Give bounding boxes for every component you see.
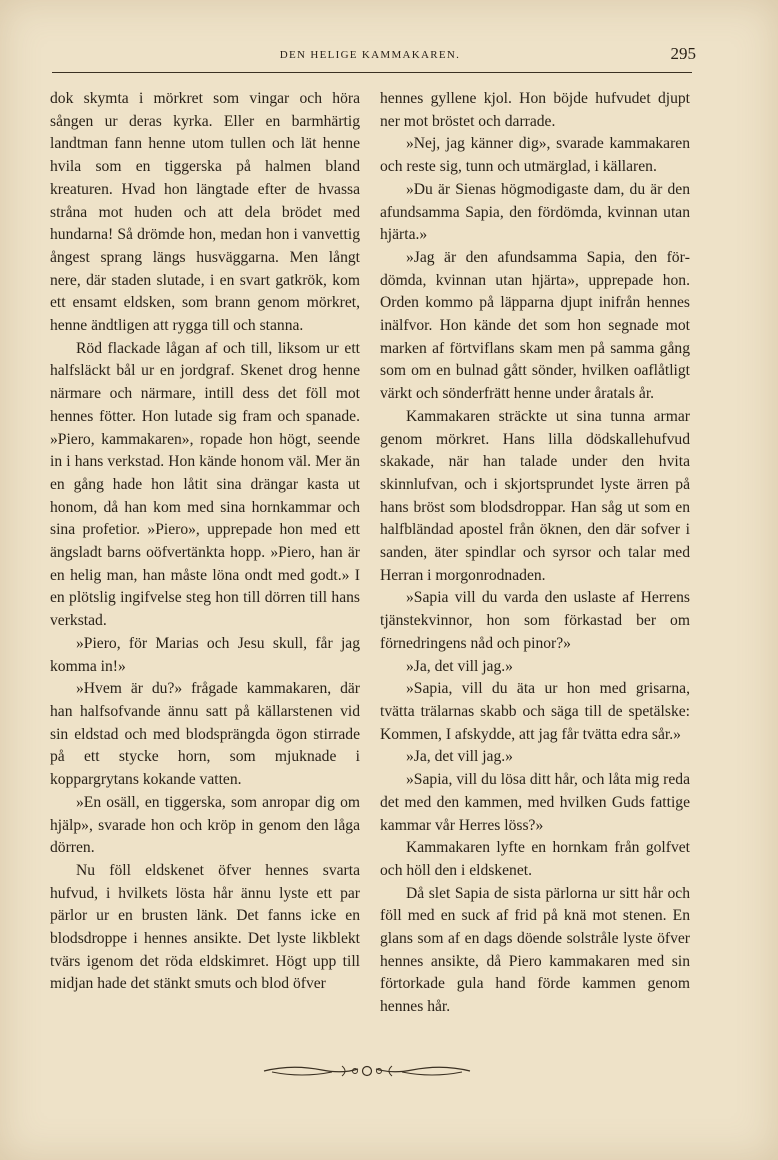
paragraph: Kammakaren lyfte en hornkam från golfvet och höll den i eldskenet. xyxy=(380,839,690,879)
tailpiece-ornament xyxy=(262,1060,472,1082)
paragraph: »Nej, jag känner dig», svarade kammakaren och reste sig, tunn och utmärglad, i källaren. xyxy=(380,135,690,176)
paragraph: »Sapia, vill du lösa ditt hår, och låta mig reda det med den kammen, med hvilken Guds fattige kammar vår Herres löss?» xyxy=(380,771,690,834)
paragraph: »Ja, det vill jag.» xyxy=(406,748,513,766)
paragraph: »Jag är den afundsamma Sapia, den fördömda, kvinnan utan hjärta», upprepade hon. Orden kommo på läpparna djupt inifrån hennes inälfvor. Hon kände det som hon segnade mot marken af förtviflans skam men på samma gång som om en bulnad gått sönder, hvilken oaflåtligt värkt och sönderfrätt henne under åratals år. xyxy=(380,248,690,403)
paragraph: »Sapia vill du varda den uslaste af Herrens tjänstekvinnor, hon som förkastad ber om förnedringens nåd och pinor?» xyxy=(380,589,690,652)
right-column xyxy=(380,88,690,1019)
paragraph: dok skymta i mörkret som vingar och höra sången ur deras kyrka. Eller en barmhärtig landtman fann henne utom tullen och lät henne hvila som en tiggerska på halmen bland kreaturen. Hvad hon längtade efter de hvassa stråna mot huden och att dela brödet med hundarna! Så drömde hon, medan hon i vanvettig ångest sprang längs husväggarna. Men långt nere, där staden slutade, i en svart gatkrök, kom ett ensamt eldsken, som brann genom mörkret, henne ändtligen att rygga till och stanna. xyxy=(50,90,360,335)
running-head: DEN HELIGE KAMMAKAREN. xyxy=(279,49,461,61)
page-number: 295 xyxy=(670,44,696,63)
header-rule xyxy=(52,72,692,73)
paragraph: Kammakaren sträckte ut sina tunna armar genom mörkret. Hans lilla dödskallehufvud skakade, när han talade under den hvita skinnlufvan, och i skjortsprundet lyste ärren på hans bröst som blodsdroppar. Han såg ut som en halfbländad apostel från öknen, den där sofver i sanden, äter spindlar och syrsor och talar med Herran i morgonrodnaden. xyxy=(380,407,690,584)
paragraph: Nu föll eldskenet öfver hennes svarta hufvud, i hvilkets lösta hår ännu lyste ett par pärlor ur en brusten länk. Det fanns icke en blodsdroppe i hennes ansikte. Det lyste likblekt tvärs igenom det röda eldskimret. Högt upp till midjan hade det stänkt smuts och blod öfver xyxy=(50,861,360,993)
paragraph: »Piero, för Marias och Jesu skull, får jag komma in!» xyxy=(50,634,360,675)
paragraph: »Du är Sienas högmodigaste dam, du är den afundsamma Sapia, den fördömda, kvinnan utan hjärta.» xyxy=(380,180,690,244)
paragraph: Då slet Sapia de sista pärlorna ur sitt hår och föll med en suck af frid på knä mot stenen. En glans som af en dags döende solstråle lyste öfver hennes ansikte, då Piero kammakaren med sin förtorkade gula hand förde kammen genom hennes hår. xyxy=(380,884,690,1016)
paragraph: hennes gyllene kjol. Hon böjde hufvudet djupt ner mot bröstet och darrade. xyxy=(380,90,690,130)
paragraph: »En osäll, en tiggerska, som anropar dig om hjälp», svarade hon och kröp in genom den låga dörren. xyxy=(50,793,360,857)
paragraph: »Sapia, vill du äta ur hon med grisarna, tvätta trälarnas skabb och säga till de spetälske: Kommen, I afskydde, att jag får tvätta edra sår.» xyxy=(380,680,690,743)
paragraph: »Ja, det vill jag.» xyxy=(406,657,513,675)
paragraph: Röd flackade lågan af och till, liksom ur ett halfsläckt bål ur en jordgraf. Skenet drog henne närmare och närmare, intill dess det föll mot hennes fötter. Hon lutade sig fram och spanade. »Piero, kammakaren», ropade hon högt, seende in i hans verkstad. Hon kände honom väl. Mer än en gång hade hon låtit sina drängar kasta ut honom, då han kom med sina hornkammar och sina profetior. »Piero», upprepade hon med ett ängsladt barns oöfvertänkta hopp. »Piero, han är en helig man, han måste löna ondt med godt.» I en plötslig ingifvelse steg hon till dörren till hans verkstad. xyxy=(50,339,360,630)
paragraph: »Hvem är du?» frågade kammakaren, där han halfsofvande ännu satt på källarstenen vid sin eldstad och med blodsprängda ögon stirrade på ett stycke horn, som mjuknade i koppargrytans kokande vatten. xyxy=(50,680,360,789)
left-column xyxy=(50,88,360,996)
